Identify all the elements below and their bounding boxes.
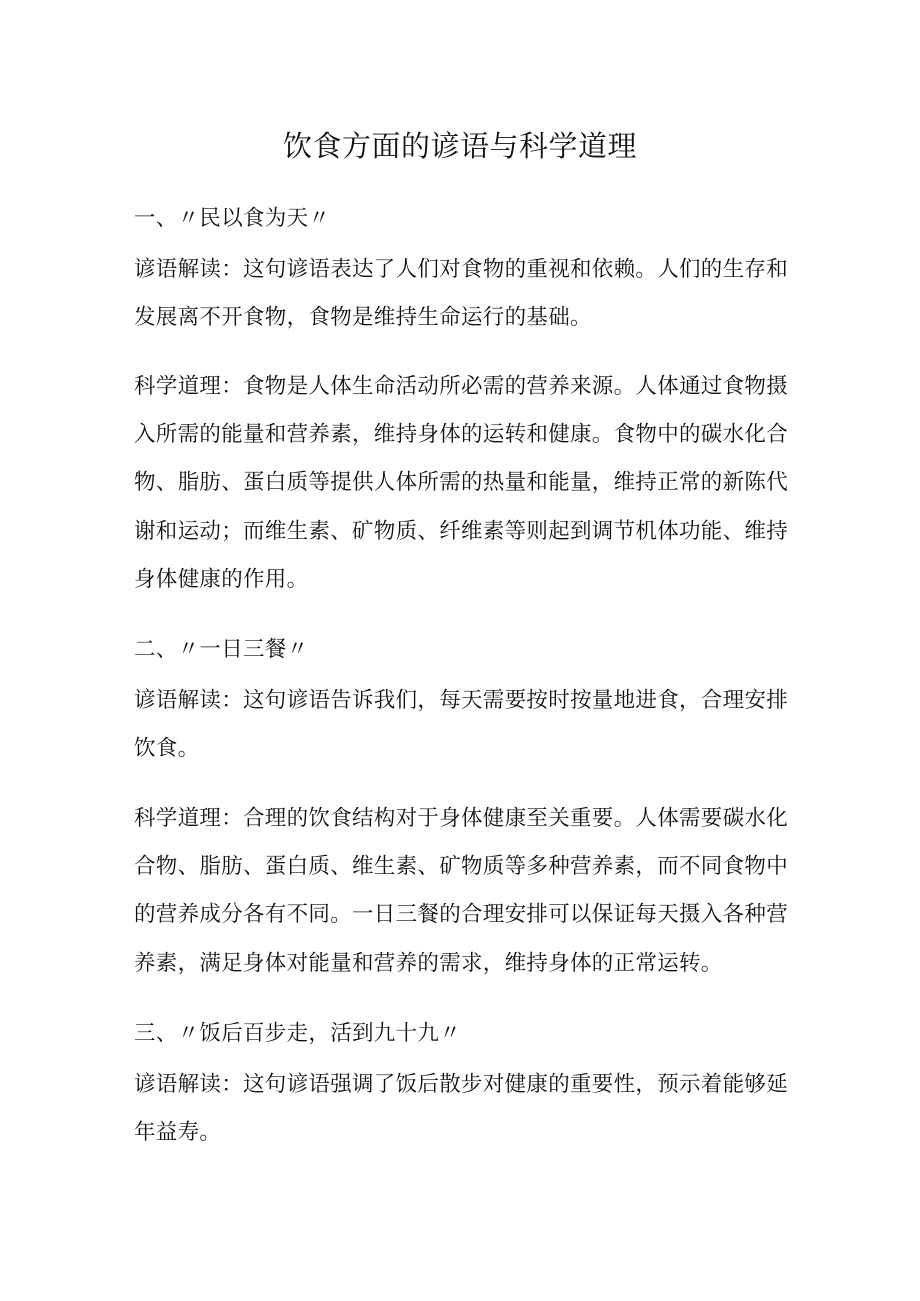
section-1-science-line-2: 入所需的能量和营养素，维持身体的运转和健康。食物中的碳水化合 [134,422,789,447]
section-2-interpretation-line-2: 饮食。 [134,736,200,761]
section-2-heading: 二、〃一日三餐〃 [134,637,309,662]
section-2-science-line-3: 的营养成分各有不同。一日三餐的合理安排可以保证每天摄入各种营 [134,902,789,927]
section-2-interpretation-line-1: 谚语解读：这句谚语告诉我们，每天需要按时按量地进食，合理安排 [134,688,789,713]
section-2-science-line-4: 养素，满足身体对能量和营养的需求，维持身体的正常运转。 [134,951,723,976]
section-1-science-line-4: 谢和运动；而维生素、矿物质、纤维素等则起到调节机体功能、维持 [134,519,789,544]
section-2-science-line-1: 科学道理：合理的饮食结构对于身体健康至关重要。人体需要碳水化 [134,806,789,831]
section-2-science-line-2: 合物、脂肪、蛋白质、维生素、矿物质等多种营养素，而不同食物中 [134,854,789,879]
section-1-interpretation-line-1: 谚语解读：这句谚语表达了人们对食物的重视和依赖。人们的生存和 [134,257,789,282]
section-3-interpretation-line-1: 谚语解读：这句谚语强调了饭后散步对健康的重要性，预示着能够延 [134,1072,789,1097]
section-1-science-line-5: 身体健康的作用。 [134,567,309,592]
section-1-science-line-1: 科学道理：食物是人体生命活动所必需的营养来源。人体通过食物摄 [134,374,789,399]
section-3-heading: 三、〃饭后百步走，活到九十九〃 [134,1021,462,1046]
section-1-interpretation-line-2: 发展离不开食物，食物是维持生命运行的基础。 [134,305,592,330]
document-title: 饮食方面的谚语与科学道理 [282,129,637,163]
section-1-heading: 一、〃民以食为天〃 [134,206,331,231]
section-3-interpretation-line-2: 年益寿。 [134,1120,222,1145]
section-1-science-line-3: 物、脂肪、蛋白质等提供人体所需的热量和能量，维持正常的新陈代 [134,470,789,495]
